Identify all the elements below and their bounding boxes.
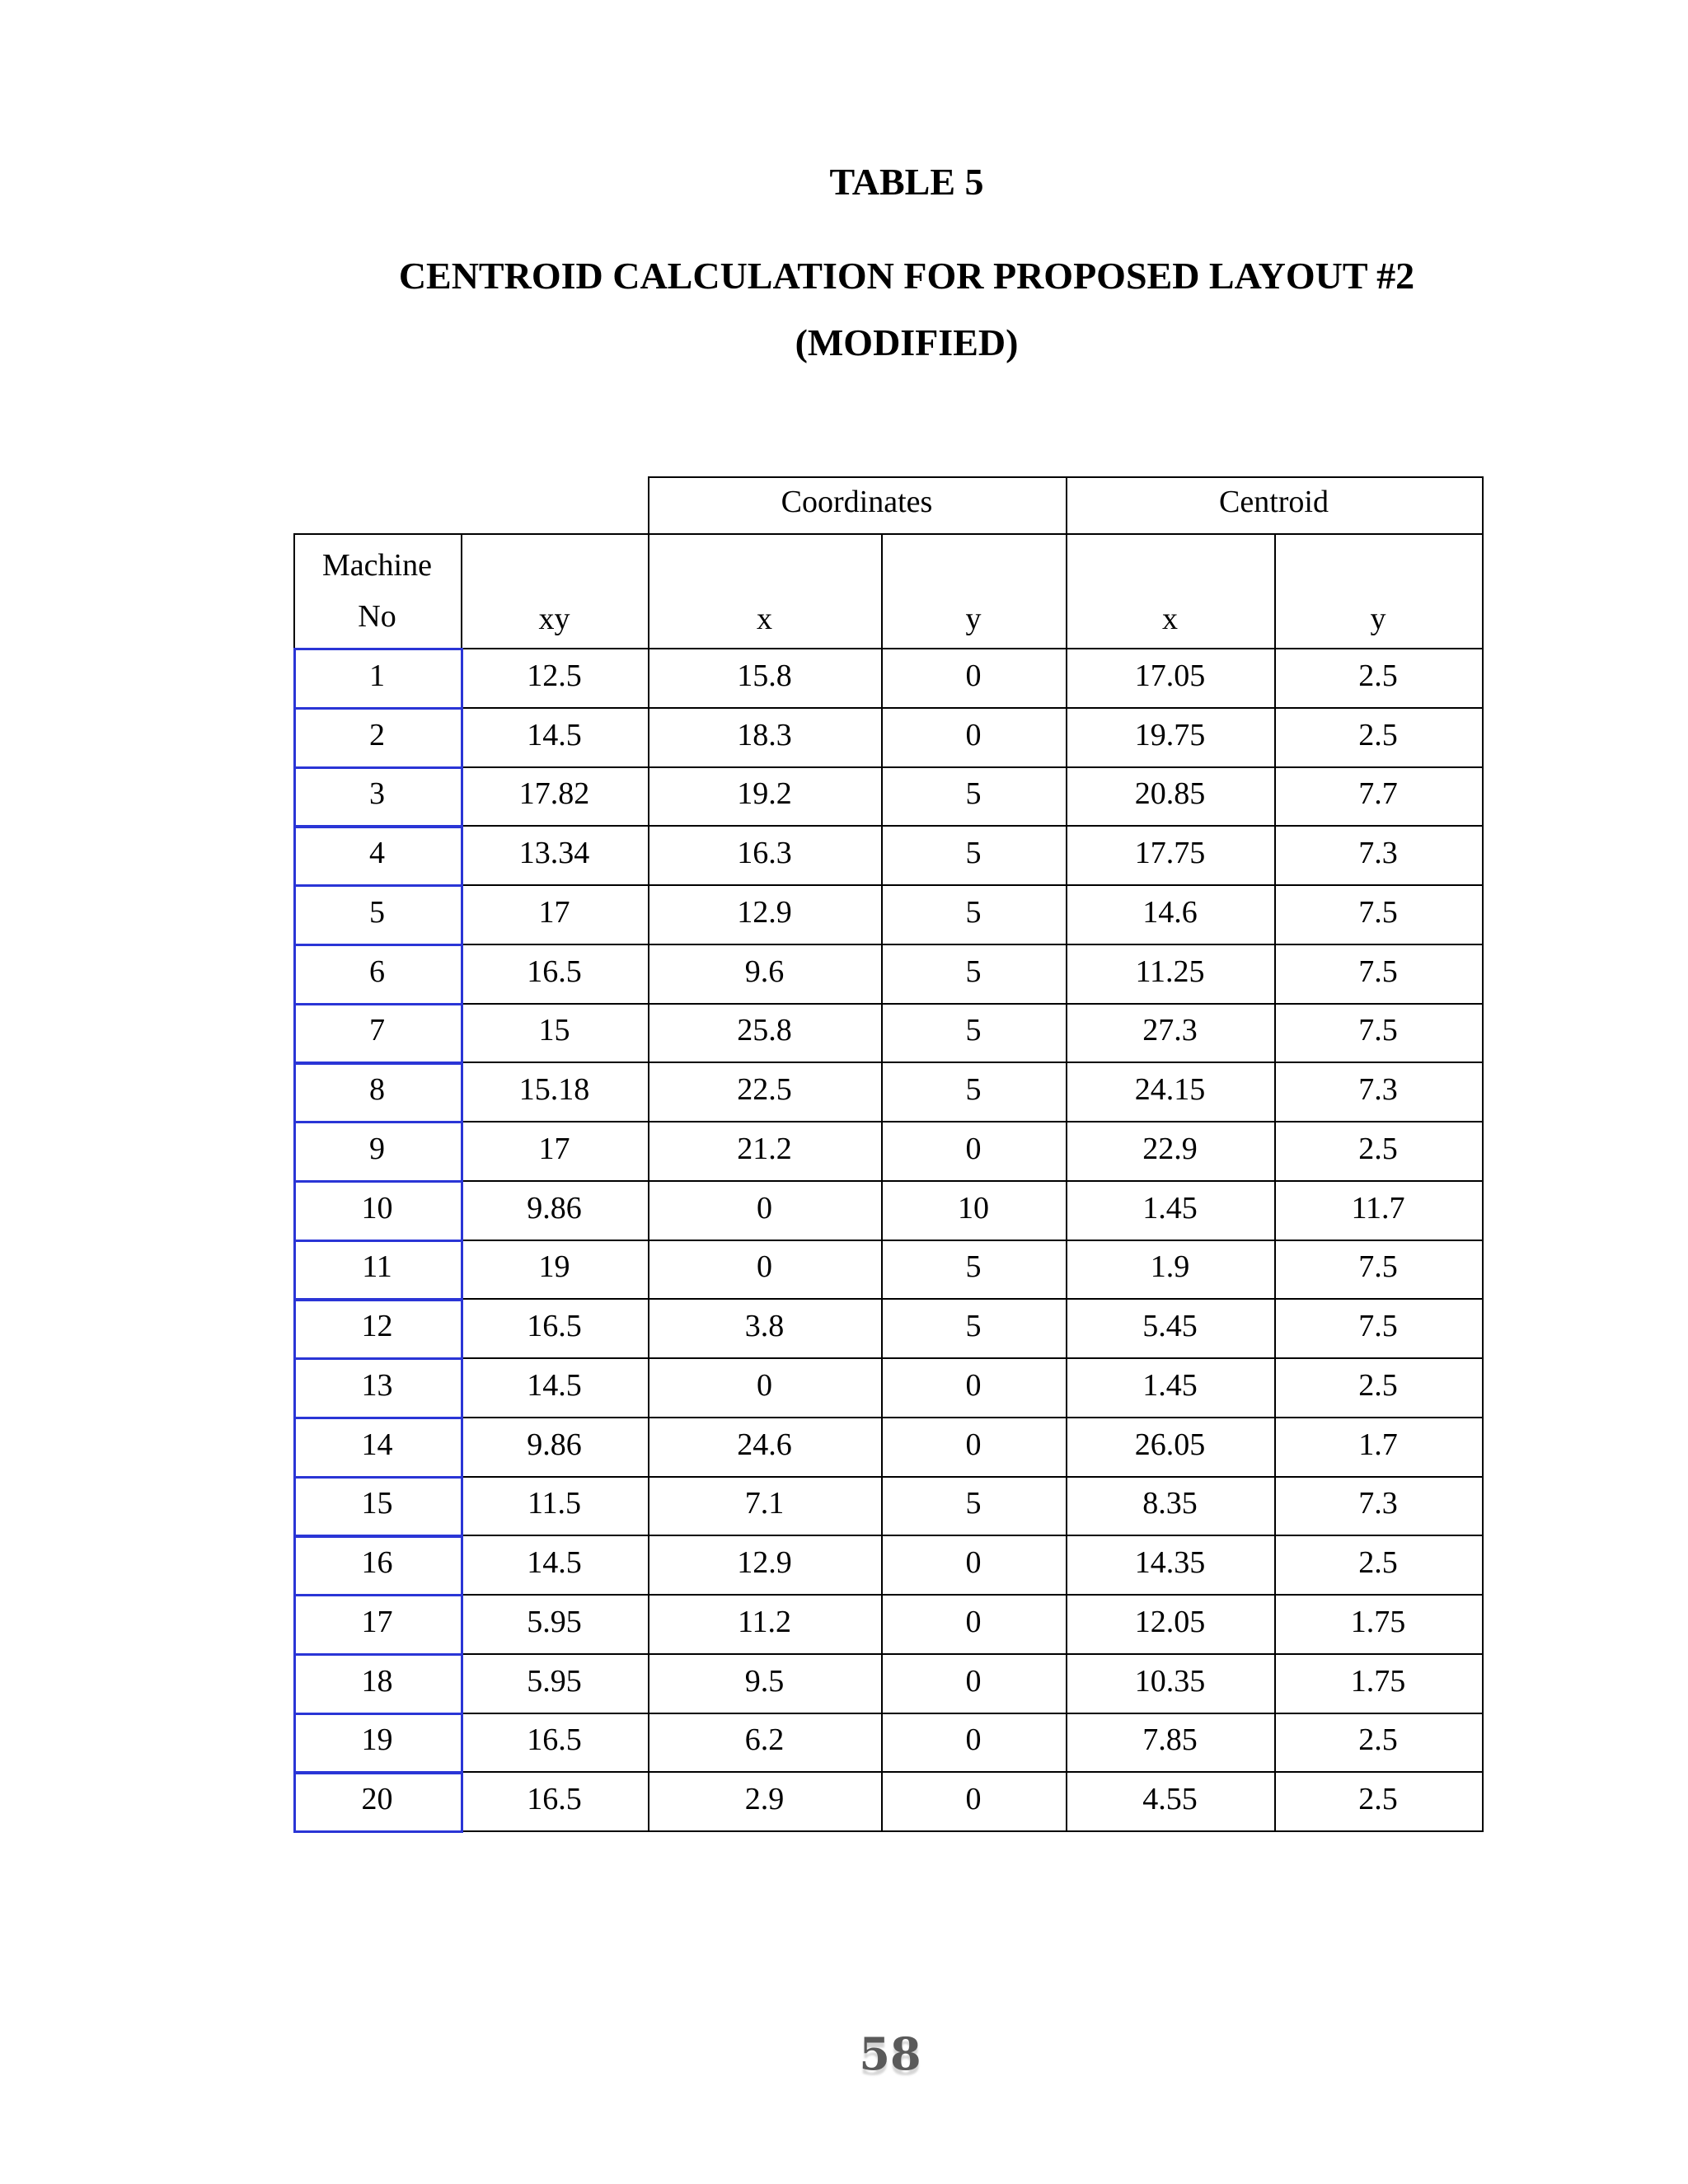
xy-cell: 5.95: [527, 1663, 582, 1699]
coordinate-y-cell: 0: [965, 1367, 982, 1403]
coordinate-x-cell: 0: [757, 1190, 772, 1226]
machine-cell-highlight: [293, 707, 463, 769]
row-border: [293, 1653, 1482, 1655]
coordinate-y-cell: 5: [965, 1072, 982, 1108]
xy-header: xy: [538, 601, 570, 636]
page-number: 58: [859, 2027, 921, 2080]
coordinate-x-cell: 25.8: [737, 1013, 792, 1048]
column-border: [1482, 476, 1484, 1832]
centroid-x-cell: 5.45: [1142, 1309, 1198, 1344]
centroid-y-cell: 2.5: [1358, 717, 1398, 752]
row-border: [293, 825, 1482, 827]
centroid-x-cell: 17.75: [1134, 836, 1206, 871]
coordinate-x-cell: 6.2: [744, 1722, 785, 1758]
table-label: TABLE 5: [829, 161, 984, 203]
machine-no-cell: 7: [369, 1013, 385, 1048]
machine-no-cell: 6: [369, 954, 385, 989]
machine-cell-highlight: [293, 766, 463, 828]
machine-no-cell: 17: [361, 1604, 393, 1639]
coordinate-x-header: x: [757, 601, 772, 636]
machine-cell-highlight: [293, 1417, 463, 1479]
coordinate-y-cell: 0: [965, 1722, 982, 1758]
centroid-y-cell: 2.5: [1358, 1782, 1398, 1817]
coordinate-x-cell: 12.9: [737, 1545, 792, 1581]
row-border: [293, 884, 1482, 886]
row-border: [293, 1240, 1482, 1241]
machine-no-cell: 5: [369, 894, 385, 930]
centroid-x-cell: 12.05: [1134, 1604, 1206, 1639]
row-border: [293, 648, 1482, 649]
column-border: [1274, 533, 1276, 1832]
centroid-x-cell: 24.15: [1134, 1072, 1206, 1108]
coordinate-x-cell: 22.5: [737, 1072, 792, 1108]
coordinate-y-cell: 5: [965, 836, 982, 871]
centroid-y-cell: 2.5: [1358, 1545, 1398, 1581]
centroid-x-cell: 22.9: [1142, 1131, 1198, 1166]
row-border: [293, 1357, 1482, 1359]
xy-cell: 14.5: [527, 717, 582, 752]
xy-cell: 16.5: [527, 954, 582, 989]
coordinate-x-cell: 9.6: [744, 954, 785, 989]
row-border: [293, 766, 1482, 768]
coordinate-x-cell: 2.9: [744, 1782, 785, 1817]
row-border: [293, 1180, 1482, 1182]
centroid-x-cell: 14.6: [1142, 894, 1198, 930]
machine-cell-highlight: [293, 1653, 463, 1715]
table-top-border: [648, 476, 1482, 478]
centroid-x-cell: 1.45: [1142, 1190, 1198, 1226]
coordinate-y-header: y: [965, 601, 982, 636]
machine-no-cell: 12: [361, 1309, 393, 1344]
column-border: [1066, 476, 1067, 1832]
machine-cell-highlight: [293, 1476, 463, 1538]
centroid-y-cell: 7.7: [1358, 776, 1398, 812]
coordinate-y-cell: 5: [965, 1249, 982, 1285]
column-border: [881, 533, 883, 1832]
coordinate-y-cell: 0: [965, 1545, 982, 1581]
coordinate-y-cell: 5: [965, 894, 982, 930]
machine-no-cell: 10: [361, 1190, 393, 1226]
centroid-x-cell: 4.55: [1142, 1782, 1198, 1817]
machine-cell-highlight: [293, 1771, 463, 1833]
column-border: [461, 533, 462, 1832]
machine-cell-highlight: [293, 1121, 463, 1183]
centroid-x-cell: 7.85: [1142, 1722, 1198, 1758]
machine-cell-highlight: [293, 648, 463, 710]
machine-no-cell: 19: [361, 1722, 393, 1758]
coordinate-y-cell: 10: [958, 1190, 989, 1226]
header-top-border: [293, 533, 1482, 535]
machine-no-cell: 18: [361, 1663, 393, 1699]
row-border: [293, 1594, 1482, 1596]
centroid-y-cell: 1.75: [1350, 1663, 1406, 1699]
machine-cell-highlight: [293, 1713, 463, 1774]
coordinate-x-cell: 3.8: [744, 1309, 785, 1344]
machine-no-cell: 3: [369, 776, 385, 812]
coordinate-x-cell: 9.5: [744, 1663, 785, 1699]
row-border: [293, 1298, 1482, 1300]
centroid-x-cell: 20.85: [1134, 776, 1206, 812]
machine-cell-highlight: [293, 1535, 463, 1596]
centroid-y-cell: 2.5: [1358, 1722, 1398, 1758]
machine-no-cell: 15: [361, 1486, 393, 1521]
coordinate-x-cell: 19.2: [737, 776, 792, 812]
xy-cell: 9.86: [527, 1427, 582, 1462]
centroid-y-cell: 2.5: [1358, 1131, 1398, 1166]
xy-cell: 12.5: [527, 658, 582, 693]
row-border: [293, 1535, 1482, 1536]
centroid-x-cell: 26.05: [1134, 1427, 1206, 1462]
machine-cell-highlight: [293, 1594, 463, 1656]
centroid-x-cell: 19.75: [1134, 717, 1206, 752]
centroid-y-cell: 7.5: [1358, 1013, 1398, 1048]
row-border: [293, 1476, 1482, 1478]
centroid-x-cell: 1.45: [1142, 1367, 1198, 1403]
machine-cell-highlight: [293, 1240, 463, 1301]
row-border: [293, 1003, 1482, 1005]
coordinate-x-cell: 12.9: [737, 894, 792, 930]
row-border: [293, 1713, 1482, 1714]
coordinate-x-cell: 16.3: [737, 836, 792, 871]
machine-no-cell: 1: [369, 658, 385, 693]
centroid-x-header: x: [1162, 601, 1178, 636]
centroid-y-cell: 7.5: [1358, 894, 1398, 930]
centroid-x-cell: 10.35: [1134, 1663, 1206, 1699]
machine-no-cell: 8: [369, 1072, 385, 1108]
xy-cell: 16.5: [527, 1722, 582, 1758]
centroid-x-cell: 8.35: [1142, 1486, 1198, 1521]
centroid-y-cell: 2.5: [1358, 1367, 1398, 1403]
machine-cell-highlight: [293, 884, 463, 946]
machine-no-cell: 11: [362, 1249, 392, 1285]
xy-cell: 19: [538, 1249, 570, 1285]
coordinate-x-cell: 18.3: [737, 717, 792, 752]
row-border: [293, 944, 1482, 945]
machine-header-line2: No: [358, 598, 396, 634]
machine-header-line1: Machine: [322, 547, 432, 583]
machine-no-cell: 4: [369, 836, 385, 871]
centroid-y-cell: 7.3: [1358, 1072, 1398, 1108]
xy-cell: 14.5: [527, 1545, 582, 1581]
machine-cell-highlight: [293, 825, 463, 887]
coordinates-group-header: Coordinates: [781, 484, 933, 519]
xy-cell: 13.34: [518, 836, 590, 871]
coordinate-y-cell: 0: [965, 1427, 982, 1462]
machine-cell-highlight: [293, 1180, 463, 1242]
coordinate-y-cell: 0: [965, 1604, 982, 1639]
machine-cell-highlight: [293, 1298, 463, 1360]
centroid-x-cell: 27.3: [1142, 1013, 1198, 1048]
machine-cell-highlight: [293, 944, 463, 1005]
coordinate-y-cell: 5: [965, 1309, 982, 1344]
coordinate-y-cell: 5: [965, 776, 982, 812]
centroid-y-cell: 7.5: [1358, 1249, 1398, 1285]
row-border: [293, 1062, 1482, 1063]
machine-cell-highlight: [293, 1062, 463, 1123]
machine-no-cell: 20: [361, 1782, 393, 1817]
centroid-y-cell: 7.3: [1358, 1486, 1398, 1521]
coordinate-x-cell: 0: [757, 1367, 772, 1403]
xy-cell: 5.95: [527, 1604, 582, 1639]
centroid-x-cell: 1.9: [1150, 1249, 1190, 1285]
coordinate-y-cell: 0: [965, 658, 982, 693]
machine-no-cell: 14: [361, 1427, 393, 1462]
xy-cell: 17: [538, 894, 570, 930]
centroid-x-cell: 17.05: [1134, 658, 1206, 693]
centroid-y-cell: 1.75: [1350, 1604, 1406, 1639]
row-border: [293, 707, 1482, 709]
table-heading-line2: (MODIFIED): [795, 321, 1019, 363]
xy-cell: 17.82: [518, 776, 590, 812]
centroid-x-cell: 14.35: [1134, 1545, 1206, 1581]
coordinate-y-cell: 0: [965, 1131, 982, 1166]
coordinate-y-cell: 0: [965, 1663, 982, 1699]
machine-no-cell: 13: [361, 1367, 393, 1403]
coordinate-x-cell: 11.2: [737, 1604, 792, 1639]
centroid-y-header: y: [1370, 601, 1386, 636]
machine-no-cell: 9: [369, 1131, 385, 1166]
centroid-y-cell: 2.5: [1358, 658, 1398, 693]
xy-cell: 14.5: [527, 1367, 582, 1403]
xy-cell: 16.5: [527, 1782, 582, 1817]
coordinate-y-cell: 0: [965, 1782, 982, 1817]
column-border: [648, 476, 649, 1832]
centroid-y-cell: 7.5: [1358, 1309, 1398, 1344]
machine-no-cell: 16: [361, 1545, 393, 1581]
table-heading-line1: CENTROID CALCULATION FOR PROPOSED LAYOUT #2: [398, 255, 1415, 297]
machine-cell-highlight: [293, 1357, 463, 1419]
machine-cell-highlight: [293, 1003, 463, 1065]
coordinate-x-cell: 21.2: [737, 1131, 792, 1166]
coordinate-x-cell: 24.6: [737, 1427, 792, 1462]
row-border: [293, 1417, 1482, 1418]
coordinate-y-cell: 0: [965, 717, 982, 752]
xy-cell: 17: [538, 1131, 570, 1166]
coordinate-x-cell: 7.1: [744, 1486, 785, 1521]
centroid-y-cell: 1.7: [1358, 1427, 1398, 1462]
row-border: [293, 1771, 1482, 1773]
xy-cell: 16.5: [527, 1309, 582, 1344]
machine-no-cell: 2: [369, 717, 385, 752]
coordinate-x-cell: 0: [757, 1249, 772, 1285]
column-border: [293, 533, 295, 1832]
coordinate-y-cell: 5: [965, 954, 982, 989]
coordinate-y-cell: 5: [965, 1013, 982, 1048]
xy-cell: 15: [538, 1013, 570, 1048]
centroid-y-cell: 7.5: [1358, 954, 1398, 989]
centroid-x-cell: 11.25: [1135, 954, 1205, 989]
coordinate-y-cell: 5: [965, 1486, 982, 1521]
row-border: [293, 1830, 1482, 1832]
centroid-group-header: Centroid: [1219, 484, 1329, 519]
xy-cell: 9.86: [527, 1190, 582, 1226]
xy-cell: 11.5: [527, 1486, 582, 1521]
xy-cell: 15.18: [518, 1072, 590, 1108]
centroid-y-cell: 7.3: [1358, 836, 1398, 871]
coordinate-x-cell: 15.8: [737, 658, 792, 693]
machine-no-header: [293, 533, 461, 648]
row-border: [293, 1121, 1482, 1122]
centroid-y-cell: 11.7: [1351, 1190, 1405, 1226]
